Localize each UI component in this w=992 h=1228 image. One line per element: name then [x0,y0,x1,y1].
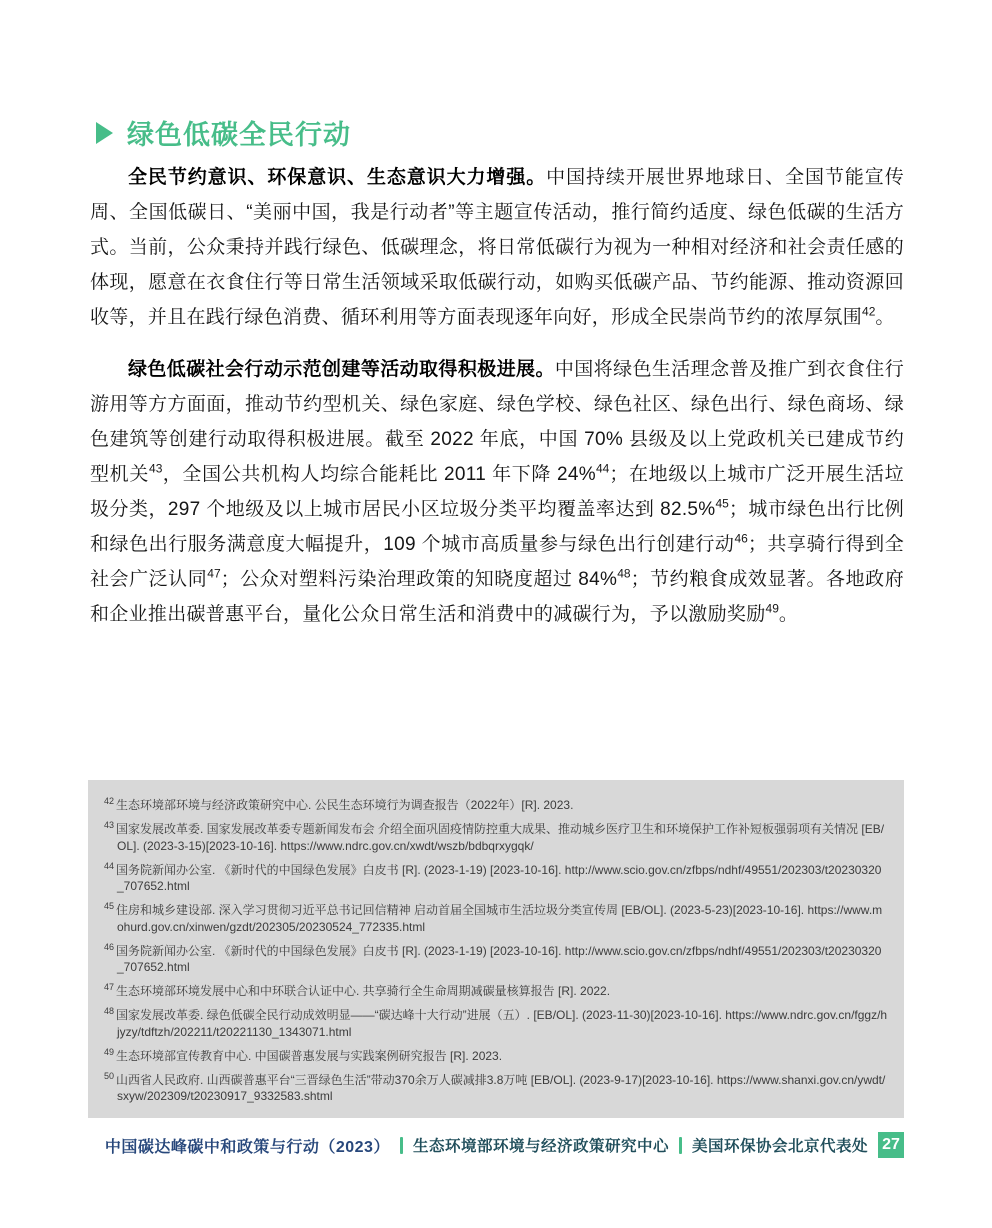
footnote-text: 国务院新闻办公室. 《新时代的中国绿色发展》白皮书 [R]. (2023-1-19) [2023-10-16]. http://www.scio.gov.cn/zfbps/ndhf/49551/202303/t20230320_707652.html [116,943,882,974]
footnote-text: 生态环境部环境与经济政策研究中心. 公民生态环境行为调查报告（2022年）[R]. 2023. [116,798,574,812]
footnote-item [104,821,888,854]
footnote-item [104,943,888,976]
footnote-ref: 43 [149,461,163,476]
footnote-text: 生态环境部宣传教育中心. 中国碳普惠发展与实践案例研究报告 [R]. 2023. [116,1048,503,1063]
paragraph-text: 中国将绿色生活理念普及推广到衣食住行游用等方方面面，推动节约型机关、绿色家庭、绿色学校、绿色社区、绿色出行、绿色商场、绿色建筑等创建行动取得积极进展。截至 2022 年底，中国 70% 县级及以上党政机关已建成节约型机关 [90,359,904,485]
footnote-number: 45 [104,901,115,911]
footnote-text: 生态环境部环境发展中心和中环联合认证中心. 共享骑行全生命周期减碳量核算报告 [R]. 2022. [116,984,611,998]
footer-separator [679,1137,682,1154]
footnote-ref: 44 [595,461,610,476]
footnote-ref: 45 [715,496,729,511]
footnote-item [104,1072,888,1105]
paragraph-text: 。 [778,604,799,625]
paragraph-text: ；公众对塑料污染治理政策的知晓度超过 84% [220,569,618,590]
paragraph-text: ；节约粮食成效显著。各地政府和企业推出碳普惠平台，量化公众日常生活和消费中的减碳行为，予以激励奖励 [90,569,904,625]
paragraph-text: 中国持续开展世界地球日、全国节能宣传周、全国低碳日、“美丽中国，我是行动者”等主题宣传活动，推行简约适度、绿色低碳的生活方式。当前，公众秉持并践行绿色、低碳理念，将日常低碳行为视为一种相对经济和社会责任感的体现，愿意在衣食住行等日常生活领域采取低碳行动，如购买低碳产品、节约能源、推动资源回收等，并且在践行绿色消费、循环利用等方面表现逐年向好，形成全民崇尚节约的浓厚氛围 [90,167,904,328]
footnote-ref: 42 [862,304,876,319]
footnote-number: 44 [104,860,115,871]
footnote-text: 国务院新闻办公室. 《新时代的中国绿色发展》白皮书 [R]. (2023-1-19) [2023-10-16]. http://www.scio.gov.cn/zfbps/ndhf/49551/202303/t20230320_707652.html [116,862,882,893]
footnote-item [104,902,888,935]
footnote-number: 50 [104,1070,115,1081]
section-heading [96,113,351,152]
footnote-item [104,797,888,814]
footnote-item [104,862,888,895]
body-paragraph [90,352,904,632]
paragraph-text: ；在地级以上城市广泛开展生活垃圾分类，297 个地级及以上城市居民小区垃圾分类平均覆盖率达到 82.5% [90,464,904,520]
paragraph-lead-text: 绿色低碳社会行动示范创建等活动取得积极进展。 [128,359,555,380]
footnote-item [104,983,888,1000]
body-text [90,160,904,632]
footer-separator [400,1137,403,1154]
footnote-number: 46 [104,941,115,952]
footnote-item [104,1007,888,1040]
footer-doc-title: 中国碳达峰碳中和政策与行动（2023） [104,1138,390,1156]
footer-org-policy-center: 生态环境部环境与经济政策研究中心 [412,1138,669,1155]
footnote-number: 47 [104,982,115,992]
footnote-text: 住房和城乡建设部. 深入学习贯彻习近平总书记回信精神 启动首届全国城市生活垃圾分类宣传周 [EB/OL]. (2023-5-23)[2023-10-16]. https://www.mohurd.gov.cn/xinwen/gzdt/202305/20230524_772335.html [116,903,883,934]
footnote-text: 山西省人民政府. 山西碳普惠平台“三晋绿色生活”带动370余万人碳减排3.8万吨 [EB/OL]. (2023-9-17)[2023-10-16]. https://www.shanxi.gov.cn/ywdt/sxyw/202309/t20230917_9332583.shtml [116,1072,886,1103]
paragraph-text: 。 [875,307,895,328]
paragraph-text: ；城市绿色出行比例和绿色出行服务满意度大幅提升，109 个城市高质量参与绿色出行创建行动 [90,499,905,555]
triangle-marker-icon [96,122,113,144]
footnote-ref: 48 [617,566,631,581]
page-number-badge: 27 [878,1132,904,1158]
footnote-ref: 47 [207,566,221,581]
footnote-number: 48 [104,1006,115,1016]
footnote-number: 49 [104,1046,115,1057]
footnote-text: 国家发展改革委. 绿色低碳全民行动成效明显——“碳达峰十大行动”进展（五）. [EB/OL]. (2023-11-30)[2023-10-16]. https://www.ndrc.gov.cn/fggz/hjyzy/tdftzh/202211/t20221130_1343071.html [116,1008,888,1039]
page-footer [105,1131,904,1159]
footnote-number: 43 [104,820,115,830]
footnote-item [104,1048,888,1065]
footnote-text: 国家发展改革委. 国家发展改革委专题新闻发布会 介绍全面巩固疫情防控重大成果、推动城乡医疗卫生和环境保护工作补短板强弱项有关情况 [EB/OL]. (2023-3-15)[2023-10-16]. https://www.ndrc.gov.cn/xwdt/wszb/bdbqrxygqk/ [116,822,885,853]
section-title: 绿色低碳全民行动 [127,120,351,150]
footnotes-box [88,780,904,1118]
paragraph-lead-text: 全民节约意识、环保意识、生态意识大力增强。 [128,167,547,188]
footnote-ref: 46 [734,531,748,546]
footnote-ref: 49 [765,601,779,616]
footnote-number: 42 [104,796,115,806]
footer-org-edf-beijing: 美国环保协会北京代表处 [691,1138,868,1155]
body-paragraph [90,160,904,335]
paragraph-text: ，全国公共机构人均综合能耗比 2011 年下降 24% [162,464,596,485]
paragraph-text: ；共享骑行得到全社会广泛认同 [90,534,904,590]
